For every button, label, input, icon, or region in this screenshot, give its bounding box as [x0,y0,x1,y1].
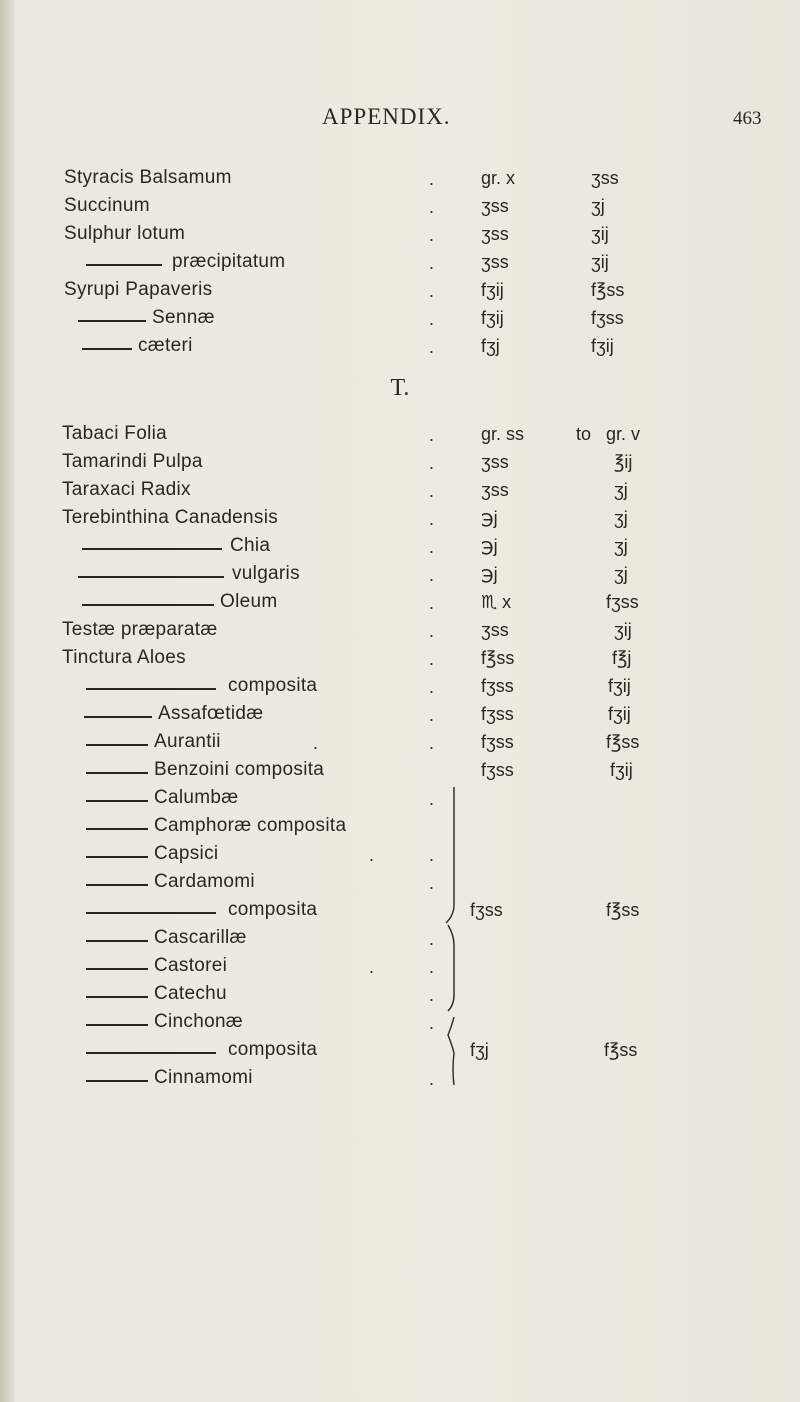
dose-min: ʒss [481,224,509,244]
dose-max: ℥ij [614,452,633,472]
table-row [0,279,800,307]
dose-min: fʒss [470,900,503,920]
drug-name: Styracis Balsamum [64,167,232,188]
drug-name: Succinum [64,195,150,216]
leader-dot: . [429,481,435,501]
leader-dot: . [429,929,435,949]
leader-dot: . [429,309,435,329]
ditto-dash [86,772,148,774]
leader-dot: . [429,253,435,273]
drug-name: præcipitatum [172,251,286,272]
grouping-brace-marks [440,785,470,1095]
ditto-dash [78,320,146,322]
dose-max: f℥j [612,648,632,668]
leader-dot: . [429,705,435,725]
dose-min: fʒss [481,760,514,780]
leader-dot: . [429,873,435,893]
dose-min: fʒij [481,280,504,300]
table-row [0,535,800,563]
ditto-dash [86,744,148,746]
table-row [0,423,800,451]
table-row [0,899,800,927]
leader-dot: . [429,197,435,217]
dose-min: fʒss [481,704,514,724]
leader-dot: . [429,1013,435,1033]
ditto-dash [84,716,152,718]
dose-max: f℥ss [604,1040,638,1060]
drug-name: Cinnamomi [154,1067,253,1088]
dose-min: ʒss [481,252,509,272]
ditto-dash [86,968,148,970]
drug-name: Taraxaci Radix [62,479,191,500]
ditto-dash [86,996,148,998]
leader-dot: . [429,169,435,189]
dose-max: fʒss [606,592,639,612]
ditto-dash [86,884,148,886]
dose-min: fʒij [481,308,504,328]
dose-max: ʒj [591,196,605,216]
table-row [0,815,800,843]
dose-max: ʒj [614,508,628,528]
drug-name: Tamarindi Pulpa [62,451,203,472]
drug-name: Cinchonæ [154,1011,244,1032]
dose-max: fʒij [591,336,614,356]
table-row [0,703,800,731]
leader-dot: . [429,677,435,697]
dose-max: fʒss [591,308,624,328]
leader-dot: . [429,337,435,357]
leader-dot: . [313,733,319,753]
drug-name: vulgaris [232,563,300,584]
dose-max: ʒss [591,168,619,188]
dose-min: ʒss [481,480,509,500]
drug-name: Testæ præparatæ [62,619,218,640]
table-row [0,335,800,363]
dose-max: fʒij [608,704,631,724]
drug-name: Tabaci Folia [62,423,167,444]
drug-name: Castorei [154,955,228,976]
dose-max: f℥ss [591,280,625,300]
table-row [0,1039,800,1067]
dose-min: ℈j [481,508,498,528]
ditto-dash [86,1080,148,1082]
table-row [0,955,800,983]
page-header [0,104,800,134]
drug-name: composita [228,1039,318,1060]
dose-max: ʒij [591,224,609,244]
dose-max: f℥ss [606,732,640,752]
ditto-dash [86,800,148,802]
brace-upper [446,787,454,923]
leader-dot: . [429,593,435,613]
leader-dot: . [429,649,435,669]
dose-max: ʒj [614,536,628,556]
table-row [0,167,800,195]
dose-max: ʒij [591,252,609,272]
leader-dot: . [429,1069,435,1089]
drug-name: cæteri [138,335,193,356]
drug-name: Terebinthina Canadensis [62,507,279,528]
ditto-dash [82,548,222,550]
leader-dot: . [429,789,435,809]
drug-name: Calumbæ [154,787,239,808]
dose-min: fʒj [470,1040,489,1060]
dose-min: f℥ss [481,648,515,668]
table-row [0,307,800,335]
drug-name: Aurantii [154,731,221,752]
ditto-dash [78,576,224,578]
leader-dot: . [429,733,435,753]
dose-min: ʒss [481,452,509,472]
leader-dot: . [429,225,435,245]
dose-max: f℥ss [606,900,640,920]
ditto-dash [82,604,214,606]
leader-dot: . [429,281,435,301]
table-row [0,479,800,507]
table-row [0,223,800,251]
leader-dot: . [429,425,435,445]
dose-min: ℈j [481,564,498,584]
drug-name: Catechu [154,983,227,1004]
table-row [0,195,800,223]
drug-name: Oleum [220,591,278,612]
running-head: APPENDIX. [322,104,451,129]
ditto-dash [86,940,148,942]
table-row [0,675,800,703]
dose-min: ℈j [481,536,498,556]
range-to-word: to [576,424,592,444]
drug-name: Syrupi Papaveris [64,279,213,300]
ditto-dash [86,688,216,690]
dose-max: gr. v [606,424,641,444]
table-row [0,647,800,675]
leader-dot: . [429,621,435,641]
leader-dot: . [429,453,435,473]
table-row [0,843,800,871]
table-row [0,563,800,591]
table-row [0,619,800,647]
leader-dot: . [429,957,435,977]
leader-dot: . [369,845,375,865]
dose-max: ʒj [614,564,628,584]
table-row [0,759,800,787]
dose-min: ʒss [481,196,509,216]
dose-max: fʒij [608,676,631,696]
leader-dot: . [429,537,435,557]
drug-name: Tinctura Aloes [62,647,186,668]
ditto-dash [86,1052,216,1054]
dose-min: fʒj [481,336,500,356]
ditto-dash [86,912,216,914]
table-row [0,591,800,619]
drug-name: Assafœtidæ [158,703,264,724]
drug-name: composita [228,899,318,920]
leader-dot: . [429,985,435,1005]
table-row [0,1011,800,1039]
dose-min: fʒss [481,676,514,696]
section-letter: T. [390,375,410,401]
drug-name: Sennæ [152,307,215,328]
ditto-dash [82,348,132,350]
dose-min: gr. ss [481,424,525,444]
table-row [0,871,800,899]
table-row [0,507,800,535]
ditto-dash [86,1024,148,1026]
dose-max: ʒij [614,620,632,640]
table-row [0,983,800,1011]
brace-small [448,1017,454,1085]
dose-min: ♏ x [481,592,512,612]
table-row [0,731,800,759]
leader-dot: . [369,957,375,977]
drug-name: Chia [230,535,271,556]
table-row [0,927,800,955]
leader-dot: . [429,845,435,865]
brace-lower [448,925,454,1011]
table-row [0,451,800,479]
dose-max: ʒj [614,480,628,500]
table-row [0,1067,800,1095]
drug-name: Capsici [154,843,219,864]
leader-dot: . [429,509,435,529]
dose-min: fʒss [481,732,514,752]
ditto-dash [86,264,162,266]
dose-min: gr. x [481,168,516,188]
drug-name: Cardamomi [154,871,255,892]
drug-name: Camphoræ composita [154,815,347,836]
drug-name: Cascarillæ [154,927,247,948]
dose-min: ʒss [481,620,509,640]
table-row [0,787,800,815]
leader-dot: . [429,565,435,585]
ditto-dash [86,828,148,830]
table-row [0,251,800,279]
drug-name: composita [228,675,318,696]
drug-name: Sulphur lotum [64,223,186,244]
page-number: 463 [733,108,762,129]
drug-name: Benzoini composita [154,759,325,780]
dose-max: fʒij [610,760,633,780]
ditto-dash [86,856,148,858]
